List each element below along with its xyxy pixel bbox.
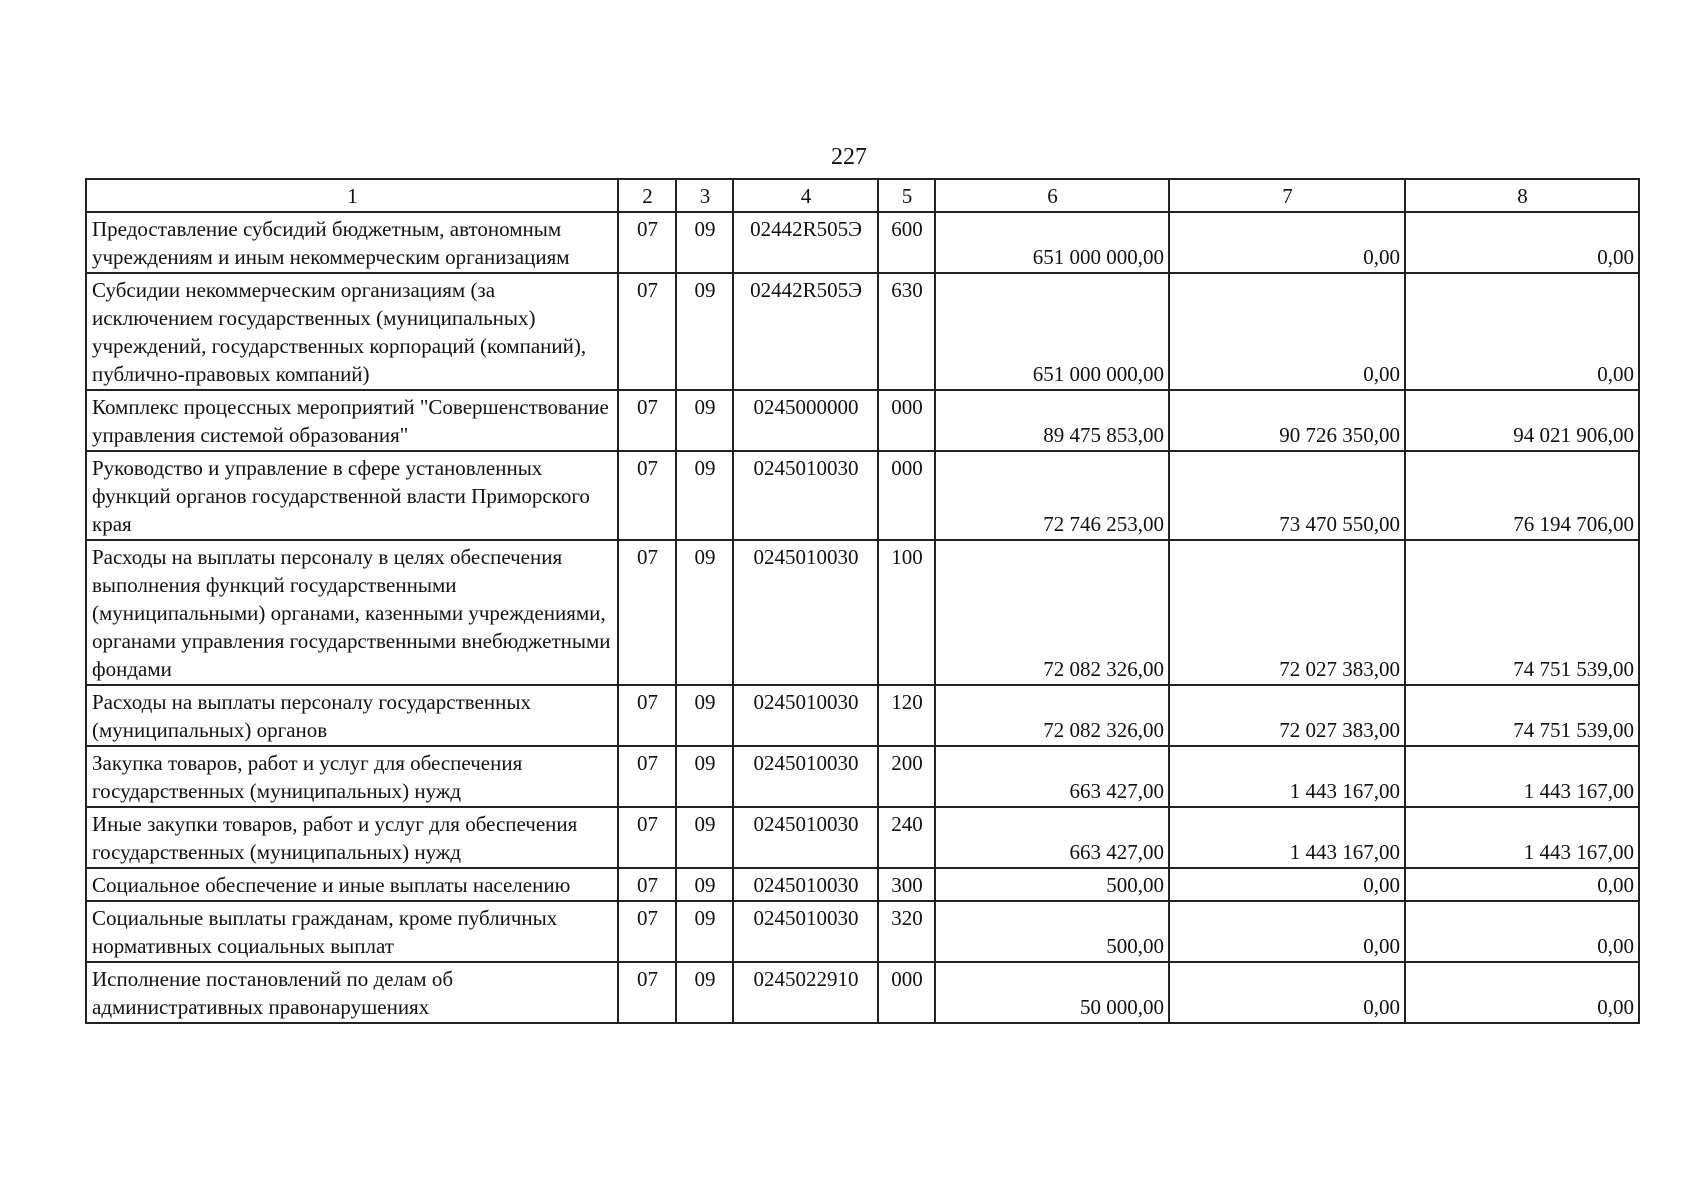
- row-amount-col6: 651 000 000,00: [935, 212, 1169, 273]
- row-subsection-code: 09: [676, 540, 733, 685]
- row-amount-col8: 94 021 906,00: [1405, 390, 1639, 451]
- row-expense-type-code: 320: [878, 901, 935, 962]
- row-amount-col7: 1 443 167,00: [1169, 807, 1405, 868]
- row-amount-col8: 0,00: [1405, 868, 1639, 901]
- row-name: Социальное обеспечение и иные выплаты населению: [86, 868, 618, 901]
- row-amount-col7: 90 726 350,00: [1169, 390, 1405, 451]
- row-target-code: 0245010030: [733, 901, 878, 962]
- row-amount-col6: 72 082 326,00: [935, 540, 1169, 685]
- page-number: 227: [831, 144, 867, 170]
- row-subsection-code: 09: [676, 746, 733, 807]
- table-row: [86, 212, 1639, 273]
- col-header-4: 4: [733, 179, 878, 212]
- row-target-code: 0245010030: [733, 540, 878, 685]
- col-header-8: 8: [1405, 179, 1639, 212]
- row-subsection-code: 09: [676, 390, 733, 451]
- row-amount-col8: 0,00: [1405, 901, 1639, 962]
- row-amount-col8: 1 443 167,00: [1405, 807, 1639, 868]
- row-name: Комплекс процессных мероприятий "Совершенствование управления системой образования": [86, 390, 618, 451]
- row-name: Закупка товаров, работ и услуг для обеспечения государственных (муниципальных) нужд: [86, 746, 618, 807]
- row-section-code: 07: [618, 451, 676, 540]
- table-row: [86, 868, 1639, 901]
- table-row: [86, 540, 1639, 685]
- col-header-1: 1: [86, 179, 618, 212]
- row-section-code: 07: [618, 212, 676, 273]
- row-name: Предоставление субсидий бюджетным, автономным учреждениям и иным некоммерческим организациям: [86, 212, 618, 273]
- row-amount-col7: 72 027 383,00: [1169, 540, 1405, 685]
- row-amount-col6: 500,00: [935, 901, 1169, 962]
- row-expense-type-code: 240: [878, 807, 935, 868]
- row-amount-col8: 74 751 539,00: [1405, 540, 1639, 685]
- table-row: [86, 390, 1639, 451]
- row-subsection-code: 09: [676, 273, 733, 390]
- row-subsection-code: 09: [676, 451, 733, 540]
- row-amount-col7: 72 027 383,00: [1169, 685, 1405, 746]
- row-target-code: 0245010030: [733, 451, 878, 540]
- row-amount-col6: 663 427,00: [935, 746, 1169, 807]
- row-target-code: 02442R505Э: [733, 212, 878, 273]
- row-section-code: 07: [618, 901, 676, 962]
- row-amount-col7: 0,00: [1169, 901, 1405, 962]
- row-name: Социальные выплаты гражданам, кроме публичных нормативных социальных выплат: [86, 901, 618, 962]
- row-subsection-code: 09: [676, 962, 733, 1023]
- row-amount-col6: 72 746 253,00: [935, 451, 1169, 540]
- table-row: [86, 273, 1639, 390]
- row-section-code: 07: [618, 746, 676, 807]
- row-section-code: 07: [618, 540, 676, 685]
- row-amount-col6: 651 000 000,00: [935, 273, 1169, 390]
- row-target-code: 02442R505Э: [733, 273, 878, 390]
- row-amount-col8: 0,00: [1405, 962, 1639, 1023]
- row-section-code: 07: [618, 273, 676, 390]
- row-amount-col7: 0,00: [1169, 962, 1405, 1023]
- table-row: [86, 901, 1639, 962]
- row-amount-col7: 73 470 550,00: [1169, 451, 1405, 540]
- row-target-code: 0245010030: [733, 685, 878, 746]
- table-row: [86, 746, 1639, 807]
- row-section-code: 07: [618, 962, 676, 1023]
- row-amount-col7: 0,00: [1169, 868, 1405, 901]
- row-amount-col7: 0,00: [1169, 212, 1405, 273]
- row-expense-type-code: 100: [878, 540, 935, 685]
- row-subsection-code: 09: [676, 868, 733, 901]
- row-expense-type-code: 000: [878, 451, 935, 540]
- row-section-code: 07: [618, 807, 676, 868]
- header-row: [86, 179, 1639, 212]
- row-name: Расходы на выплаты персоналу государственных (муниципальных) органов: [86, 685, 618, 746]
- table-row: [86, 451, 1639, 540]
- row-amount-col6: 72 082 326,00: [935, 685, 1169, 746]
- row-expense-type-code: 600: [878, 212, 935, 273]
- row-subsection-code: 09: [676, 901, 733, 962]
- row-name: Исполнение постановлений по делам об административных правонарушениях: [86, 962, 618, 1023]
- row-amount-col8: 76 194 706,00: [1405, 451, 1639, 540]
- row-section-code: 07: [618, 868, 676, 901]
- row-amount-col6: 50 000,00: [935, 962, 1169, 1023]
- row-expense-type-code: 300: [878, 868, 935, 901]
- budget-table: [85, 178, 1640, 1024]
- row-name: Расходы на выплаты персоналу в целях обеспечения выполнения функций государственными (муниципальными) органами, казенными учреждениями, органами управления государственными внебюджетными фондами: [86, 540, 618, 685]
- row-target-code: 0245010030: [733, 746, 878, 807]
- row-name: Иные закупки товаров, работ и услуг для обеспечения государственных (муниципальных) нужд: [86, 807, 618, 868]
- row-amount-col6: 500,00: [935, 868, 1169, 901]
- row-section-code: 07: [618, 390, 676, 451]
- table-row: [86, 962, 1639, 1023]
- row-amount-col7: 1 443 167,00: [1169, 746, 1405, 807]
- table-row: [86, 685, 1639, 746]
- row-amount-col8: 1 443 167,00: [1405, 746, 1639, 807]
- col-header-2: 2: [618, 179, 676, 212]
- row-expense-type-code: 630: [878, 273, 935, 390]
- col-header-6: 6: [935, 179, 1169, 212]
- row-amount-col7: 0,00: [1169, 273, 1405, 390]
- row-subsection-code: 09: [676, 685, 733, 746]
- row-subsection-code: 09: [676, 807, 733, 868]
- col-header-3: 3: [676, 179, 733, 212]
- row-section-code: 07: [618, 685, 676, 746]
- row-target-code: 0245010030: [733, 807, 878, 868]
- row-name: Субсидии некоммерческим организациям (за исключением государственных (муниципальных) учреждений, государственных корпораций (компаний), публично-правовых компаний): [86, 273, 618, 390]
- row-amount-col6: 89 475 853,00: [935, 390, 1169, 451]
- row-expense-type-code: 000: [878, 390, 935, 451]
- row-amount-col6: 663 427,00: [935, 807, 1169, 868]
- row-amount-col8: 74 751 539,00: [1405, 685, 1639, 746]
- row-expense-type-code: 120: [878, 685, 935, 746]
- table-row: [86, 807, 1639, 868]
- row-name: Руководство и управление в сфере установленных функций органов государственной власти Приморского края: [86, 451, 618, 540]
- row-expense-type-code: 000: [878, 962, 935, 1023]
- col-header-7: 7: [1169, 179, 1405, 212]
- row-expense-type-code: 200: [878, 746, 935, 807]
- row-target-code: 0245022910: [733, 962, 878, 1023]
- row-target-code: 0245000000: [733, 390, 878, 451]
- row-amount-col8: 0,00: [1405, 212, 1639, 273]
- row-amount-col8: 0,00: [1405, 273, 1639, 390]
- col-header-5: 5: [878, 179, 935, 212]
- row-subsection-code: 09: [676, 212, 733, 273]
- row-target-code: 0245010030: [733, 868, 878, 901]
